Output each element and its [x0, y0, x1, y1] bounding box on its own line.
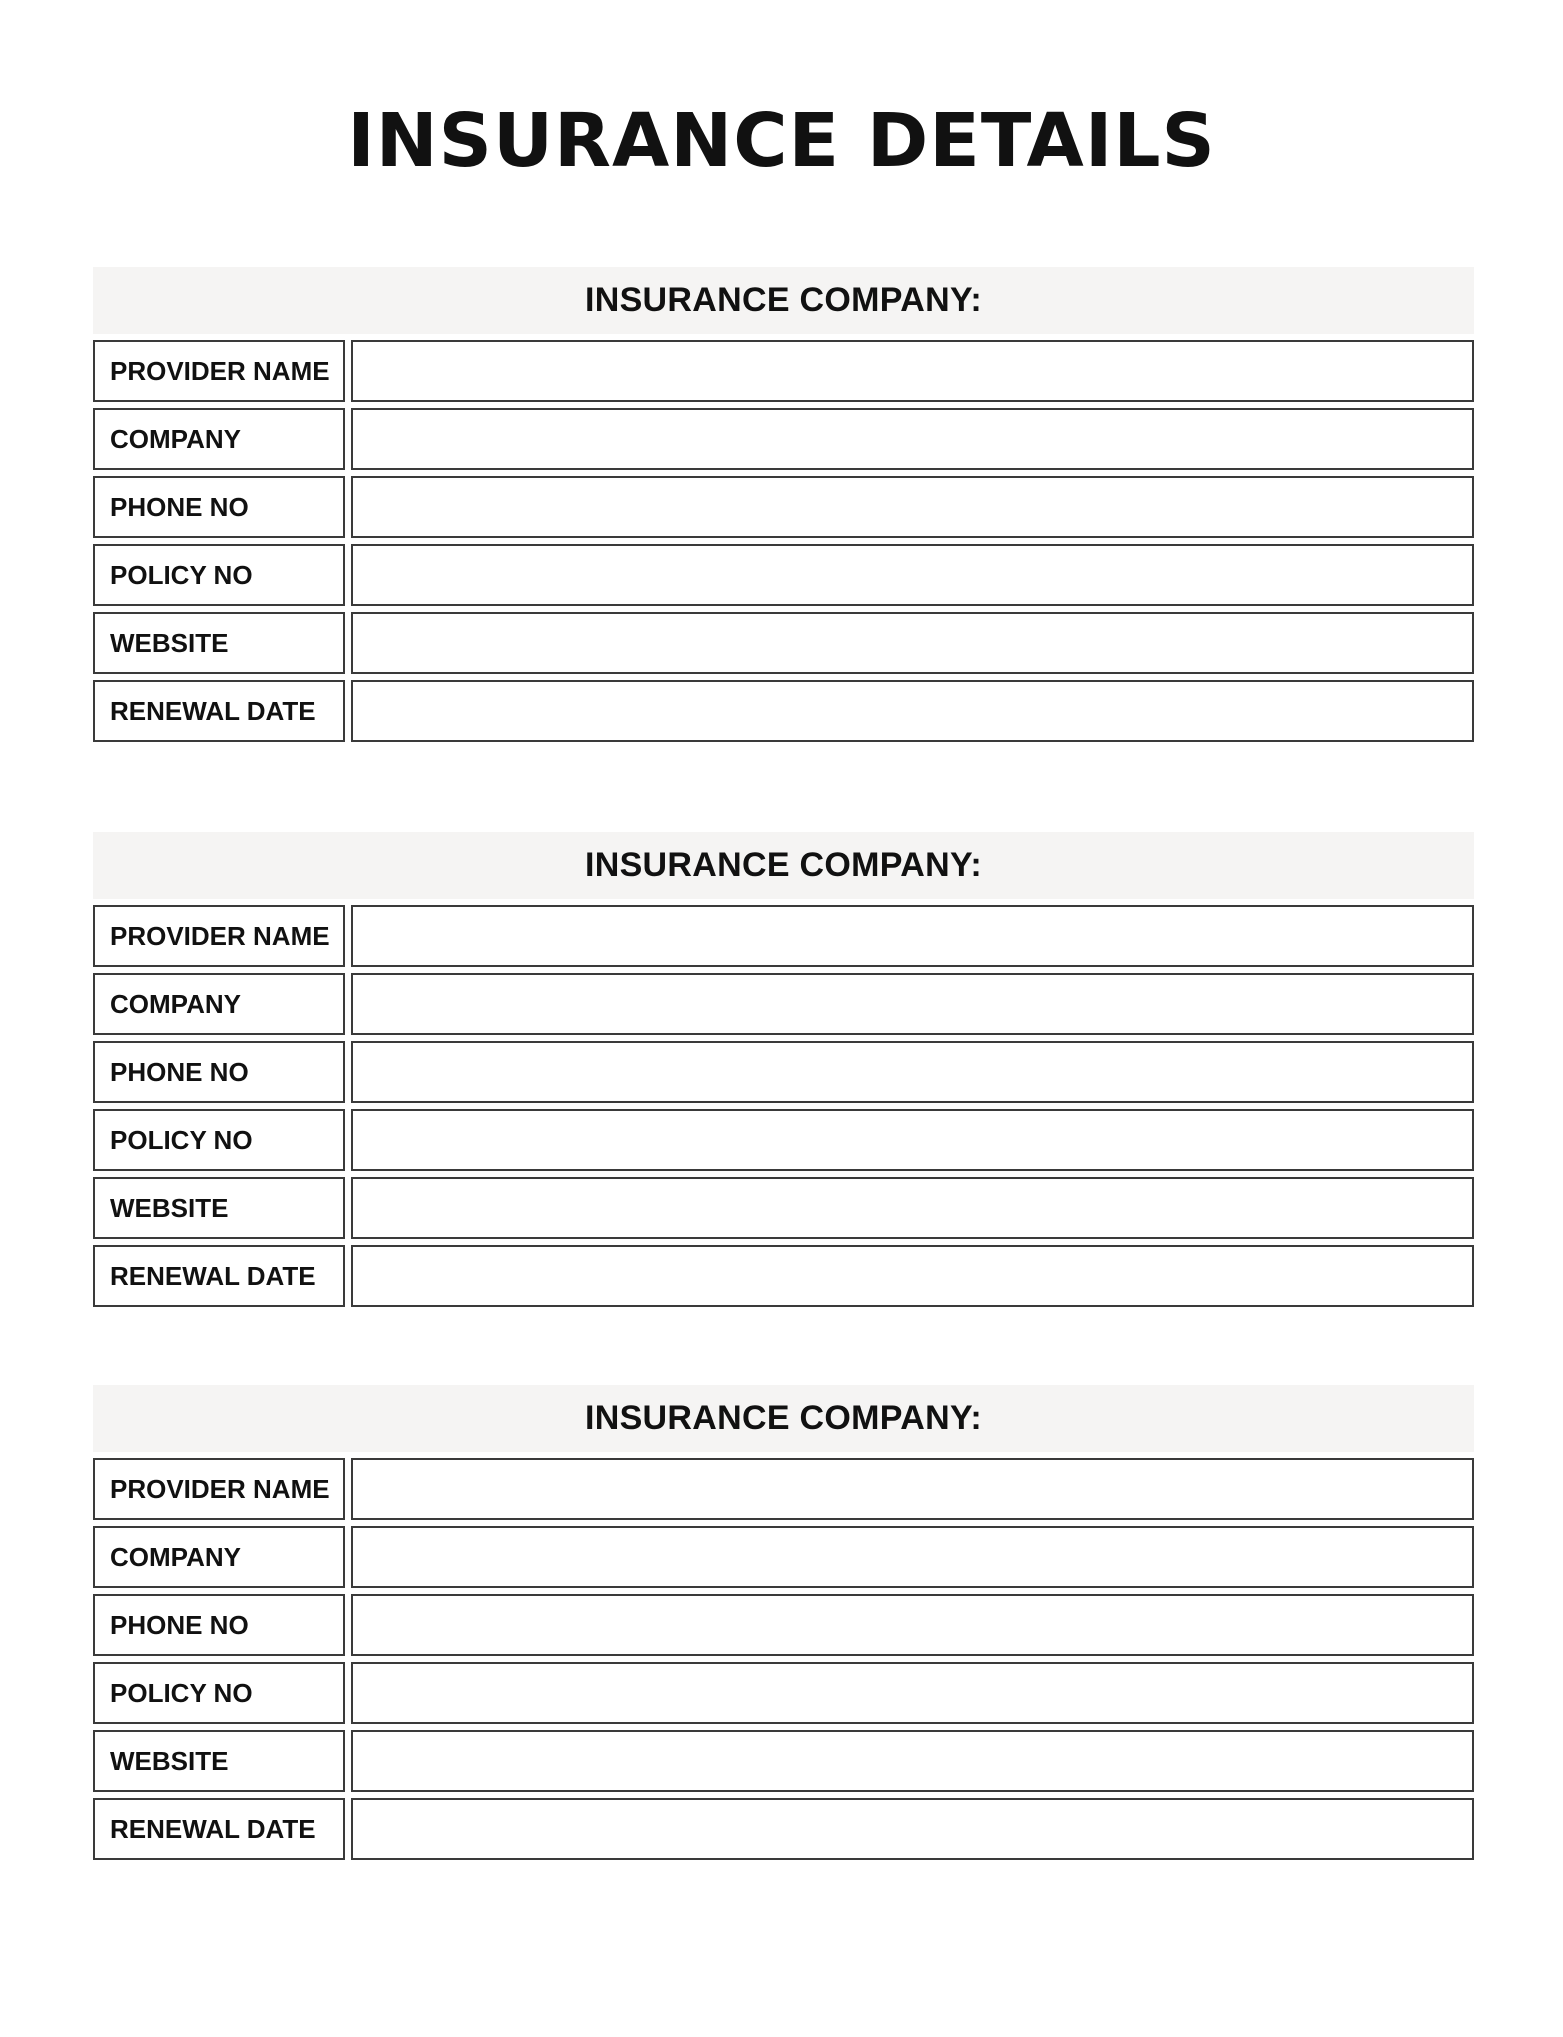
- policy-no-field[interactable]: [351, 1662, 1474, 1724]
- field-label: WEBSITE: [93, 612, 345, 674]
- field-label: PHONE NO: [93, 1041, 345, 1103]
- phone-no-field[interactable]: [351, 1041, 1474, 1103]
- field-label: COMPANY: [93, 973, 345, 1035]
- provider-name-field[interactable]: [351, 905, 1474, 967]
- section-header: INSURANCE COMPANY:: [93, 267, 1474, 334]
- renewal-date-field[interactable]: [351, 1798, 1474, 1860]
- field-label: PHONE NO: [93, 1594, 345, 1656]
- form-row-website: [93, 612, 1474, 674]
- form-row-phone-no: [93, 1594, 1474, 1656]
- field-label: RENEWAL DATE: [93, 1245, 345, 1307]
- form-row-company: [93, 1526, 1474, 1588]
- form-row-website: [93, 1177, 1474, 1239]
- form-row-website: [93, 1730, 1474, 1792]
- company-field[interactable]: [351, 1526, 1474, 1588]
- renewal-date-field[interactable]: [351, 1245, 1474, 1307]
- form-row-phone-no: [93, 476, 1474, 538]
- field-label: RENEWAL DATE: [93, 1798, 345, 1860]
- phone-no-field[interactable]: [351, 1594, 1474, 1656]
- field-label: POLICY NO: [93, 1662, 345, 1724]
- form-row-policy-no: [93, 544, 1474, 606]
- form-row-renewal-date: [93, 680, 1474, 742]
- field-label: PROVIDER NAME: [93, 1458, 345, 1520]
- insurance-section-1: [93, 267, 1474, 742]
- section-header: INSURANCE COMPANY:: [93, 832, 1474, 899]
- field-label: POLICY NO: [93, 1109, 345, 1171]
- field-label: POLICY NO: [93, 544, 345, 606]
- field-label: COMPANY: [93, 1526, 345, 1588]
- form-row-policy-no: [93, 1662, 1474, 1724]
- form-row-provider-name: [93, 340, 1474, 402]
- insurance-section-2: [93, 832, 1474, 1307]
- form-row-renewal-date: [93, 1798, 1474, 1860]
- field-label: PROVIDER NAME: [93, 905, 345, 967]
- field-label: PHONE NO: [93, 476, 345, 538]
- form-row-provider-name: [93, 1458, 1474, 1520]
- provider-name-field[interactable]: [351, 340, 1474, 402]
- website-field[interactable]: [351, 1177, 1474, 1239]
- company-field[interactable]: [351, 408, 1474, 470]
- form-row-company: [93, 973, 1474, 1035]
- field-label: WEBSITE: [93, 1177, 345, 1239]
- field-label: RENEWAL DATE: [93, 680, 345, 742]
- website-field[interactable]: [351, 612, 1474, 674]
- form-row-renewal-date: [93, 1245, 1474, 1307]
- insurance-section-3: [93, 1385, 1474, 1860]
- form-row-phone-no: [93, 1041, 1474, 1103]
- phone-no-field[interactable]: [351, 476, 1474, 538]
- form-row-company: [93, 408, 1474, 470]
- policy-no-field[interactable]: [351, 544, 1474, 606]
- page-title: INSURANCE DETAILS: [347, 98, 1216, 184]
- field-label: COMPANY: [93, 408, 345, 470]
- form-row-provider-name: [93, 905, 1474, 967]
- provider-name-field[interactable]: [351, 1458, 1474, 1520]
- website-field[interactable]: [351, 1730, 1474, 1792]
- renewal-date-field[interactable]: [351, 680, 1474, 742]
- company-field[interactable]: [351, 973, 1474, 1035]
- policy-no-field[interactable]: [351, 1109, 1474, 1171]
- section-header: INSURANCE COMPANY:: [93, 1385, 1474, 1452]
- field-label: WEBSITE: [93, 1730, 345, 1792]
- form-row-policy-no: [93, 1109, 1474, 1171]
- field-label: PROVIDER NAME: [93, 340, 345, 402]
